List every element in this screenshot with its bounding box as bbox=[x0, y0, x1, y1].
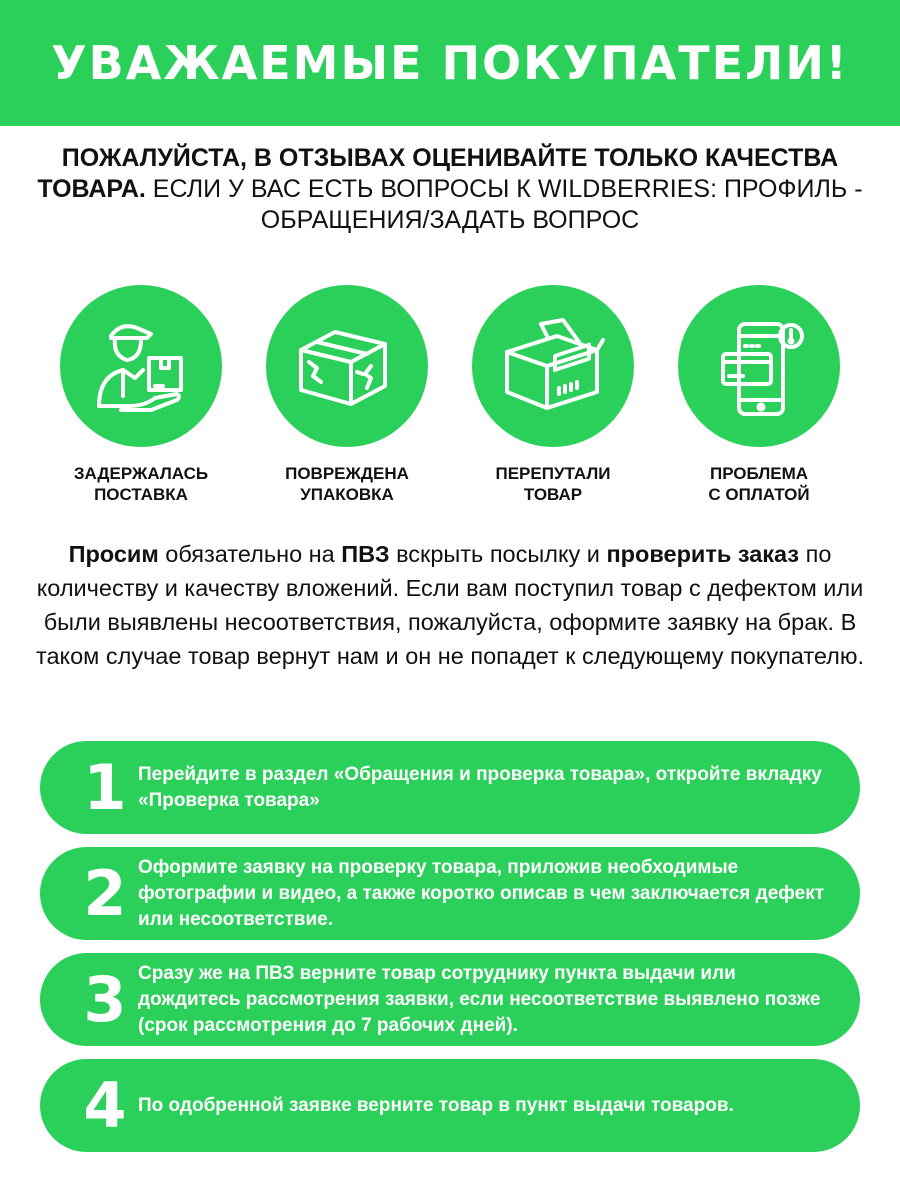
intro-text bbox=[30, 143, 870, 236]
damaged-box-icon bbox=[266, 285, 428, 447]
step-4 bbox=[40, 1059, 860, 1152]
icon-card-delayed-delivery bbox=[36, 285, 246, 505]
icon-label: ЗАДЕРЖАЛАСЬ ПОСТАВКА bbox=[73, 464, 209, 504]
open-box-icon bbox=[472, 285, 634, 447]
step-2 bbox=[40, 847, 860, 940]
intro-normal: ЕСЛИ У ВАС ЕСТЬ ВОПРОСЫ К WILDBERRIES: ПРОФИЛЬ - ОБРАЩЕНИЯ/ЗАДАТЬ ВОПРОС bbox=[145, 175, 863, 234]
icon-card-mixed-up-item bbox=[448, 285, 658, 505]
step-number: 3 bbox=[83, 963, 127, 1036]
step-1 bbox=[40, 741, 860, 834]
phone-payment-icon bbox=[678, 285, 840, 447]
problem-icons bbox=[0, 285, 900, 515]
instructions-paragraph: Просим обязательно на ПВЗ вскрыть посылку и проверить заказ по количеству и качеству вложений. Если вам поступил товар с дефектом или были выявлены несоответствия, пожалуйста, оформите заявку на брак. В таком случае товар вернут нам и он не попадет к следующему покупателю. bbox=[35, 541, 865, 669]
step-text: Перейдите в раздел «Обращения и проверка товара», откройте вкладку «Проверка товара» bbox=[138, 763, 822, 811]
header-banner bbox=[0, 0, 900, 126]
icon-card-damaged-packaging bbox=[242, 285, 452, 505]
icon-label: ПОВРЕЖДЕНА УПАКОВКА bbox=[285, 464, 409, 504]
icon-label: ПРОБЛЕМА С ОПЛАТОЙ bbox=[708, 464, 810, 504]
step-text: Сразу же на ПВЗ верните товар сотруднику пункта выдачи или дождитесь рассмотрения заявки, если несоответствие выявлено позже (срок рассмотрения до 7 рабочих дней). bbox=[138, 962, 821, 1036]
step-number: 2 bbox=[83, 857, 127, 930]
icon-label: ПЕРЕПУТАЛИ ТОВАР bbox=[495, 464, 611, 504]
intro-bold: ПОЖАЛУЙСТА, В ОТЗЫВАХ ОЦЕНИВАЙТЕ ТОЛЬКО КАЧЕСТВА ТОВАРА. bbox=[37, 144, 839, 203]
step-text: По одобренной заявке верните товар в пункт выдачи товаров. bbox=[138, 1094, 734, 1116]
step-number: 1 bbox=[83, 751, 127, 824]
page-title: УВАЖАЕМЫЕ ПОКУПАТЕЛИ! bbox=[51, 36, 849, 90]
step-3 bbox=[40, 953, 860, 1046]
delivery-person-icon bbox=[60, 285, 222, 447]
step-text: Оформите заявку на проверку товара, приложив необходимые фотографии и видео, а также коротко описав в чем заключается дефект или несоответствие. bbox=[138, 856, 825, 930]
icon-card-payment-problem bbox=[654, 285, 864, 505]
step-number: 4 bbox=[83, 1069, 127, 1142]
